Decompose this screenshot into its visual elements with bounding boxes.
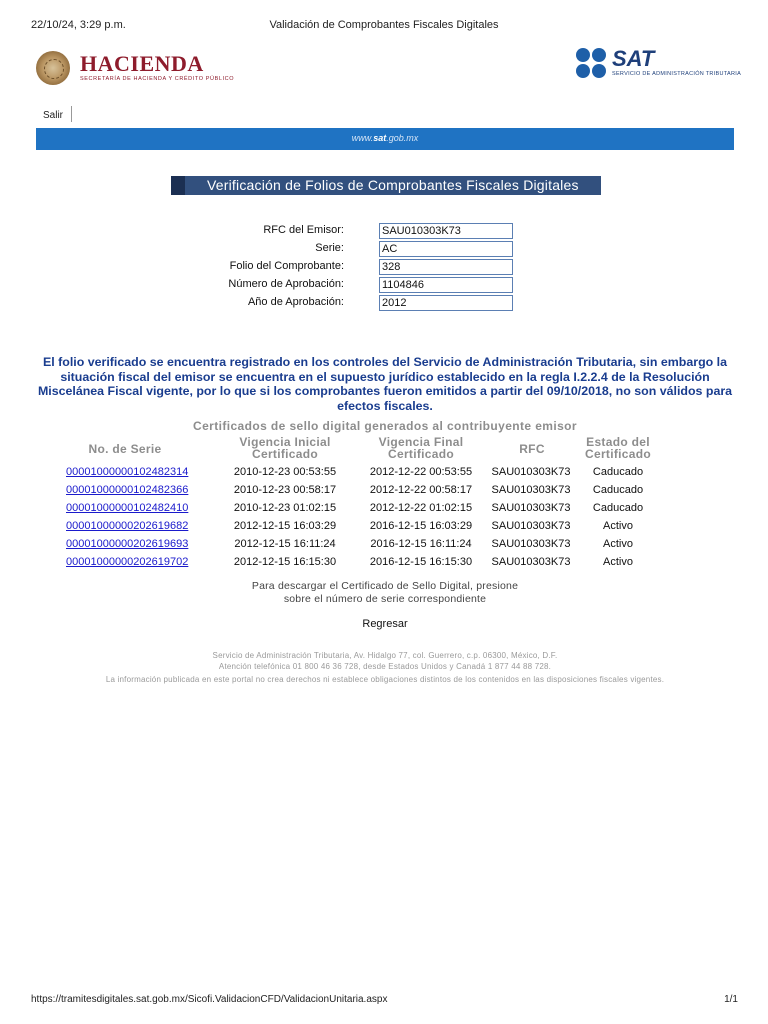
vigencia-inicial-cell: 2010-12-23 00:58:17 [233,484,337,496]
sat-dots-icon [576,48,606,78]
folio-label: Folio del Comprobante: [229,260,344,272]
numero-aprobacion-label: Número de Aprobación: [228,278,344,290]
legal-phone: Atención telefónica 01 800 46 36 728, desde Estados Unidos y Canadá 1 877 44 88 728. [218,662,552,671]
serial-link[interactable]: 00001000000202619693 [66,538,189,550]
serie-field[interactable]: AC [379,241,513,257]
estado-cell: Activo [603,520,633,532]
rfc-cell: SAU010303K73 [491,538,571,550]
rfc-cell: SAU010303K73 [491,556,571,568]
download-hint [36,580,734,606]
estado-cell: Activo [603,556,633,568]
site-url-banner [36,133,734,143]
certificates-title: Certificados de sello digital generados al contribuyente emisor [193,419,577,433]
legal-address: Servicio de Administración Tributaria, Av. Hidalgo 77, col. Guerrero, c.p. 06300, México, D.F. [212,651,558,660]
page-title: Verificación de Folios de Comprobantes Fiscales Digitales [207,177,579,193]
folio-field[interactable]: 328 [379,259,513,275]
site-url-prefix: www. [351,133,374,143]
page-title-accent [171,176,185,195]
header-text: Vigencia Inicial [239,435,331,449]
header-text: Certificado [252,447,318,461]
vigencia-final-cell: 2012-12-22 00:58:17 [369,484,473,496]
sat-subtitle: SERVICIO DE ADMINISTRACIÓN TRIBUTARIA [612,71,742,77]
estado-cell: Caducado [592,466,644,478]
vigencia-final-cell: 2012-12-22 01:02:15 [369,502,473,514]
sat-logo [576,48,741,78]
estado-cell: Activo [603,538,633,550]
vigencia-final-cell: 2016-12-15 16:11:24 [370,538,472,550]
vigencia-inicial-cell: 2012-12-15 16:11:24 [234,538,336,550]
rfc-emisor-label: RFC del Emisor: [263,224,344,236]
regresar-link[interactable]: Regresar [362,618,408,630]
print-date: 22/10/24, 3:29 p.m. [31,19,126,31]
col-header-vigencia-inicial [225,436,345,460]
notice-line: efectos fiscales. [337,398,433,413]
col-header-serie [60,443,190,455]
vigencia-inicial-cell: 2012-12-15 16:15:30 [233,556,337,568]
vigencia-final-cell: 2016-12-15 16:03:29 [369,520,473,532]
anio-aprobacion-label: Año de Aprobación: [247,296,344,308]
serial-link[interactable]: 00001000000202619702 [66,556,189,568]
serial-link[interactable]: 00001000000102482410 [66,502,189,514]
numero-aprobacion-field[interactable]: 1104846 [379,277,513,293]
col-header-rfc [492,443,572,455]
anio-aprobacion-field[interactable]: 2012 [379,295,513,311]
serial-link[interactable]: 00001000000102482314 [66,466,189,478]
vigencia-final-cell: 2012-12-22 00:53:55 [369,466,473,478]
print-title: Validación de Comprobantes Fiscales Digitales [269,19,499,31]
sat-name: SAT [612,46,655,71]
nav-divider [71,106,72,122]
header-text: Estado del [586,435,650,449]
rfc-cell: SAU010303K73 [491,466,571,478]
serie-label: Serie: [315,242,344,254]
header-text: Certificado [585,447,651,461]
rfc-cell: SAU010303K73 [491,502,571,514]
print-url: https://tramitesdigitales.sat.gob.mx/Sicofi.ValidacionCFD/ValidacionUnitaria.aspx [31,994,388,1005]
hacienda-logo [36,50,234,86]
rfc-cell: SAU010303K73 [491,520,571,532]
header-text: Vigencia Final [378,435,464,449]
vigencia-inicial-cell: 2012-12-15 16:03:29 [233,520,337,532]
hint-line: Para descargar el Certificado de Sello Digital, presione [251,580,519,592]
hacienda-name: HACIENDA [80,51,204,76]
vigencia-inicial-cell: 2010-12-23 00:53:55 [233,466,337,478]
header-text: Certificado [388,447,454,461]
legal-disclaimer: La información publicada en este portal no crea derechos ni establece obligaciones distintos de los contenidos en las disposiciones fiscales vigentes. [105,675,665,684]
serial-link[interactable]: 00001000000102482366 [66,484,189,496]
hacienda-subtitle: SECRETARÍA DE HACIENDA Y CRÉDITO PÚBLICO [80,76,235,82]
col-header-vigencia-final [361,436,481,460]
rfc-emisor-field[interactable]: SAU010303K73 [379,223,513,239]
rfc-cell: SAU010303K73 [491,484,571,496]
site-url-suffix: .gob.mx [386,133,419,143]
notice-line: Miscelánea Fiscal vigente, por lo que si los comprobantes fueron emitidos a partir del 09/10/2018, no son válidos para [37,384,733,399]
site-url-brand: sat [373,133,387,143]
print-page-number: 1/1 [724,994,738,1005]
col-header-estado [572,436,664,460]
vigencia-final-cell: 2016-12-15 16:15:30 [369,556,473,568]
salir-link[interactable]: Salir [43,110,64,121]
serial-link[interactable]: 00001000000202619682 [66,520,189,532]
status-notice [36,355,734,413]
estado-cell: Caducado [592,502,644,514]
notice-line: El folio verificado se encuentra registrado en los controles del Servicio de Administración Tributaria, sin embargo la [43,355,727,369]
notice-line: situación fiscal del emisor se encuentra en el supuesto jurídico establecido en la regla I.2.2.4 de la Resolución [60,369,710,384]
header-text: RFC [519,442,545,456]
estado-cell: Caducado [592,484,644,496]
hint-line: sobre el número de serie correspondiente [283,593,487,605]
vigencia-inicial-cell: 2010-12-23 01:02:15 [233,502,337,514]
mexico-seal-icon [36,51,70,85]
header-text: No. de Serie [88,442,162,456]
